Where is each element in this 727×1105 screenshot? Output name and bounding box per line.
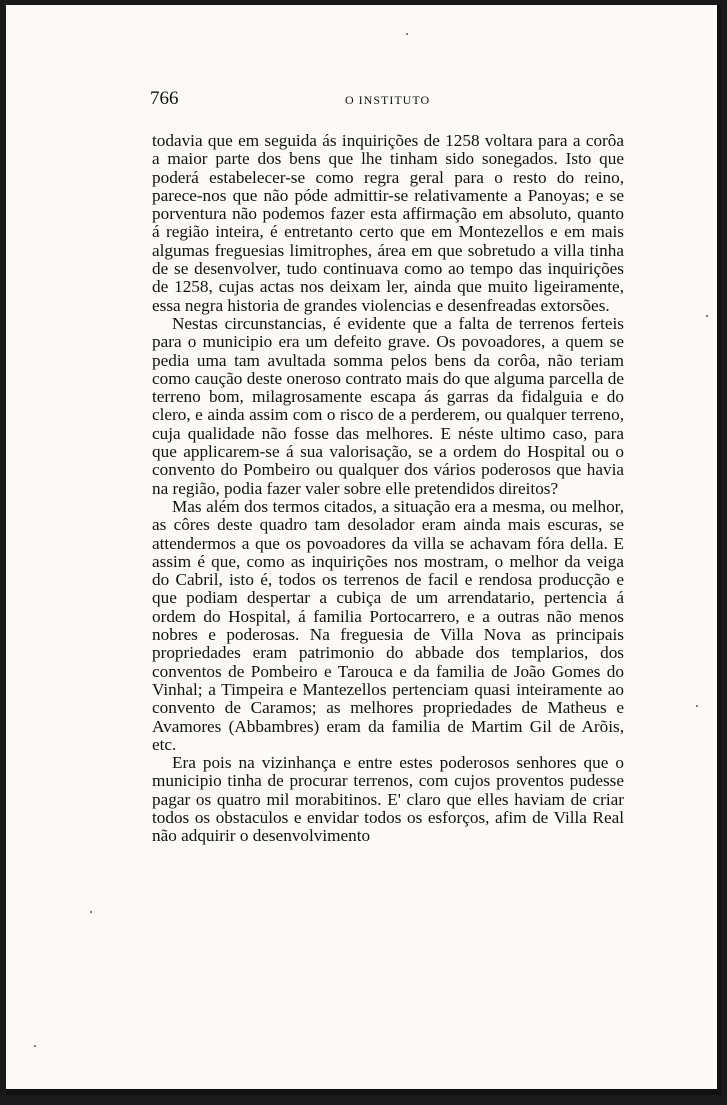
paragraph: Mas além dos termos citados, a situação era a mesma, ou melhor, as côres deste quadro tam desolador eram ainda mais escuras, se attendermos a que os povoadores da villa se achavam fóra della. E assim é que, como as inquirições nos mostram, o melhor da veiga do Cabril, isto é, todos os terrenos de facil e rendosa producção e que podiam despertar a cubiça de um arrendatario, pertencia á ordem do Hospital, á familia Portocarrero, e a outras não menos nobres e poderosas. Na freguesia de Villa Nova as principais propriedades eram patrimonio do abbade dos templarios, dos conventos de Pombeiro e Tarouca e da familia de João Gomes do Vinhal; a Timpeira e Mantezellos pertenciam quasi inteiramente ao convento de Caramos; as melhores propriedades de Matheus e Avamores (Abbambres) eram da familia de Martim Gil de Arõis, etc. [152, 496, 624, 754]
page-header [150, 88, 626, 112]
running-title: O INSTITUTO [345, 93, 431, 107]
page-number: 766 [150, 88, 179, 109]
paragraph: Era pois na vizinhança e entre estes poderosos senhores que o municipio tinha de procurar terrenos, com cujos proventos pudesse pagar os quatro mil morabitinos. E' claro que elles haviam de criar todos os obstaculos e envidar todos os esforços, afim de Villa Real não adquirir o desenvolvimento [152, 753, 624, 846]
scan-speck [406, 33, 408, 35]
paragraph: todavia que em seguida ás inquirições de 1258 voltara para a corôa a maior parte dos bens que lhe tinham sido sonegados. Isto que poderá estabelecer-se como regra geral para o resto do reino, parece-nos que não póde admittir-se relativamente a Panoyas; e se porventura não podemos fazer esta affirmação em absoluto, quanto á região inteira, é entretanto certo que em Montezellos e em mais algumas freguesias limitrophes, área em que sobretudo a villa tinha de se desenvolver, tudo continuava como ao tempo das inquirições de 1258, cujas actas nos deixam ler, ainda que muito ligeiramente, essa negra historia de grandes violencias e desenfreadas extorsões. [152, 131, 624, 315]
scan-speck [90, 911, 92, 913]
scan-speck [34, 1045, 36, 1047]
paragraph: Nestas circunstancias, é evidente que a falta de terrenos ferteis para o municipio era um defeito grave. Os povoadores, a quem se pedia uma tam avultada somma pelos bens da corôa, não teriam como caução deste oneroso contrato mais do que alguma parcella de terreno bom, milagrosamente escapa ás garras da fidalguia e do clero, e ainda assim com o risco de a perderem, ou qualquer terreno, cuja qualidade não fosse das melhores. E néste ultimo caso, para que applicarem-se á sua valorisação, se a ordem do Hospital ou o convento do Pombeiro ou qualquer dos vários poderosos que havia na região, podia fazer valer sobre elle pretendidos direitos? [152, 313, 624, 498]
scan-speck [696, 705, 698, 707]
scan-speck [706, 315, 708, 317]
body-text [152, 132, 624, 846]
